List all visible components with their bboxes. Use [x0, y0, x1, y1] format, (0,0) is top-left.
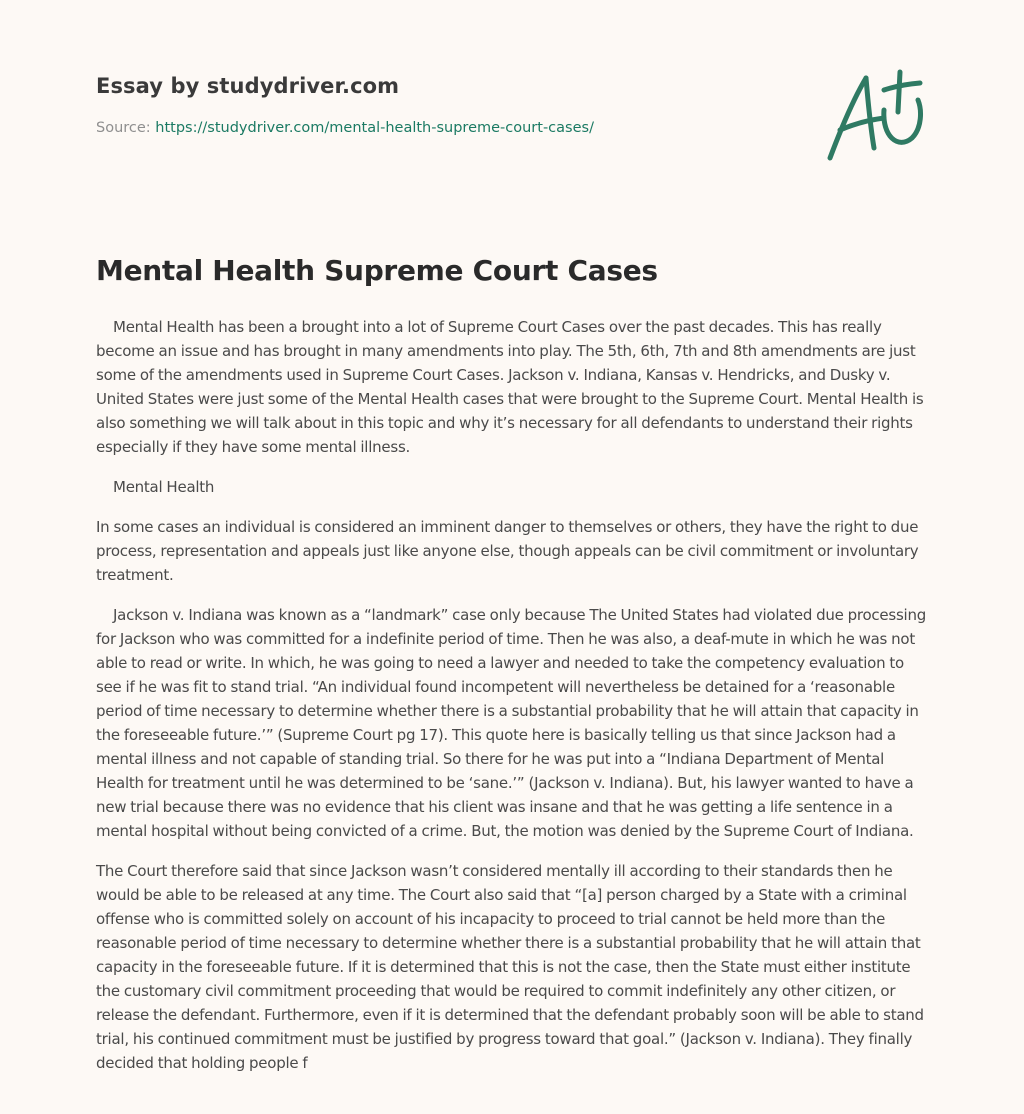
paragraph-court-decision: The Court therefore said that since Jackson wasn’t considered mentally ill according to their standards then he would be able to be released at any time. The Court also said that “[a] person charged by a State with a criminal offense who is committed solely on account of his incapacity to proceed to trial cannot be held more than the reasonable period of time necessary to determine whether there is a substantial probability that he will attain that capacity in the foreseeable future. If it is determined that this is not the case, then the State must either institute the customary civil commitment proceeding that would be required to commit indefinitely any other citizen, or release the defendant. Furthermore, even if it is determined that the defendant probably soon will be able to stand trial, his continued commitment must be justified by progress toward that goal.” (Jackson v. Indiana). They finally decided that holding people f — [96, 862, 924, 1072]
paragraph-jackson: Jackson v. Indiana was known as a “landmark” case only because The United States had violated due processing for Jackson who was committed for a indefinite period of time. Then he was also, a deaf-mute in which he was not able to read or write. In which, he was going to need a lawyer and needed to take the competency evaluation to see if he was fit to stand trial. “An individual found incompetent will nevertheless be detained for a ‘reasonable period of time necessary to determine whether there is a substantial probability that he will attain that capacity in the foreseeable future.’” (Supreme Court pg 17). This quote here is basically telling us that since Jackson had a mental illness and not capable of standing trial. So there for he was put into a “Indiana Department of Mental Health for treatment until he was determined to be ‘sane.’” (Jackson v. Indiana). But, his lawyer wanted to have a new trial because there was no evidence that his client was insane and that he was getting a life sentence in a mental hospital without being convicted of a crime. But, the motion was denied by the Supreme Court of Indiana. — [96, 606, 926, 840]
source-link[interactable]: https://studydriver.com/mental-health-supreme-court-cases/ — [155, 120, 594, 136]
a-plus-logo — [822, 66, 932, 166]
essay-header — [96, 74, 696, 136]
article-body — [96, 315, 932, 1091]
brand-title: Essay by studydriver.com — [96, 74, 400, 98]
paragraph-rights: In some cases an individual is considered an imminent danger to themselves or others, they have the right to due process, representation and appeals just like anyone else, though appeals can be civil commitment or involuntary treatment. — [96, 518, 919, 584]
source-line — [96, 120, 696, 136]
section-heading-mental-health: Mental Health — [113, 478, 215, 496]
article-title: Mental Health Supreme Court Cases — [96, 254, 658, 287]
source-label: Source: — [96, 120, 151, 136]
paragraph-intro: Mental Health has been a brought into a lot of Supreme Court Cases over the past decades. This has really become an issue and has brought in many amendments into play. The 5th, 6th, 7th and 8th amendments are just some of the amendments used in Supreme Court Cases. Jackson v. Indiana, Kansas v. Hendricks, and Dusky v. United States were just some of the Mental Health cases that were brought to the Supreme Court. Mental Health is also something we will talk about in this topic and why it’s necessary for all defendants to understand their rights especially if they have some mental illness. — [96, 318, 924, 456]
